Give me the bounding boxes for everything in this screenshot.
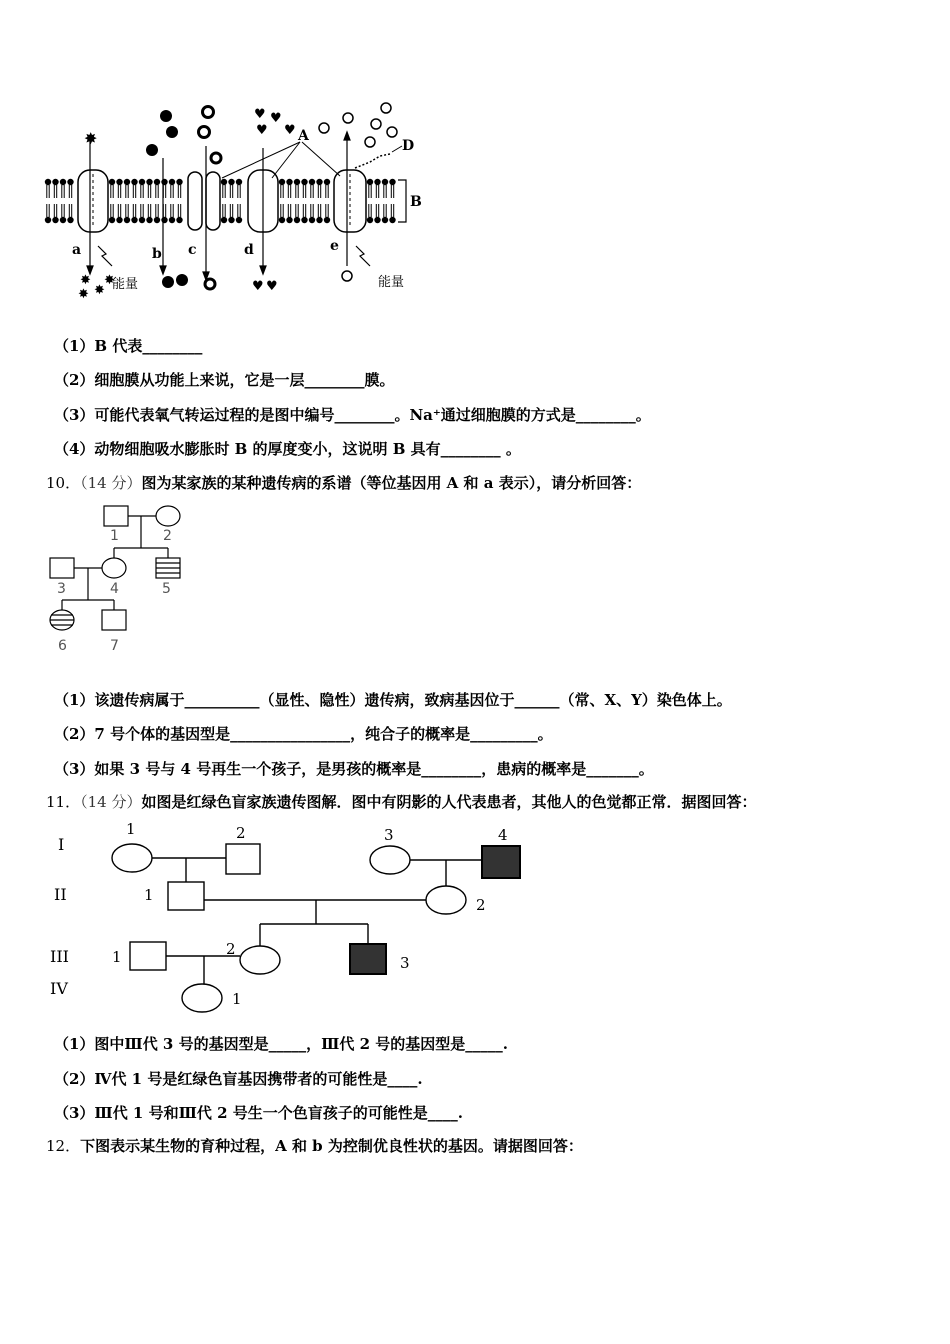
svg-text:♥: ♥ [254, 107, 266, 122]
q11-stem: 如图是红绿色盲家族遗传图解．图中有阴影的人代表患者，其他人的色觉都正常．据图回答： [141, 793, 757, 811]
g1-ind-4-affected [482, 846, 520, 878]
g3-ind-1 [130, 942, 166, 970]
g3-ind-2 [240, 946, 280, 974]
ped10-label-2: 2 [163, 528, 172, 544]
svg-text:♥: ♥ [256, 123, 268, 138]
q10-stem: 图为某家族的某种遗传病的系谱（等位基因用 A 和 a 表示），请分析回答： [141, 474, 642, 492]
label-a: a [72, 242, 82, 258]
svg-text:✸: ✸ [84, 129, 98, 148]
q11-score: （14 分） [80, 793, 142, 811]
ped10-label-5: 5 [162, 581, 171, 597]
cell-membrane-figure [40, 98, 440, 303]
q11-number: 11． [46, 793, 81, 811]
ind-4 [102, 558, 126, 578]
gen-label-2: II [54, 885, 67, 904]
ind-2 [156, 506, 180, 526]
g1-label-2: 2 [236, 824, 246, 842]
g2-ind-1 [168, 882, 204, 910]
g1-ind-2 [226, 844, 260, 874]
label-d: D [402, 138, 415, 154]
q11-sub1: （1）图中Ⅲ代 3 号的基因型是_____，Ⅲ代 2 号的基因型是_____. [54, 1035, 508, 1053]
q11-sub3: （3）Ⅲ代 1 号和Ⅲ代 2 号生一个色盲孩子的可能性是____. [54, 1104, 463, 1122]
carrier-protein-c1 [188, 172, 202, 230]
label-d-lower: d [244, 242, 254, 258]
q12-heading [46, 1136, 583, 1156]
gen-label-3: III [50, 947, 69, 966]
svg-text:♥: ♥ [252, 279, 264, 294]
svg-text:♥: ♥ [266, 279, 278, 294]
svg-text:✸: ✸ [104, 273, 115, 288]
gen-label-4: IV [50, 979, 68, 998]
g2-label-2: 2 [476, 896, 486, 914]
q9-sub1: （1）B 代表________ [54, 337, 203, 355]
svg-text:✸: ✸ [94, 283, 105, 298]
ind-1 [104, 506, 128, 526]
q10-sub3: （3）如果 3 号与 4 号再生一个孩子，是男孩的概率是________，患病的概率是_______。 [54, 760, 654, 778]
ind-5 [156, 558, 180, 578]
ped10-label-3: 3 [57, 581, 66, 597]
svg-text:♥: ♥ [270, 111, 282, 126]
gen-label-1: I [58, 835, 65, 854]
q10-heading [46, 473, 641, 493]
label-e: e [330, 238, 339, 254]
q9-sub3: （3）可能代表氧气转运过程的是图中编号________。Na⁺通过细胞膜的方式是________。 [54, 406, 651, 424]
q9-sub2: （2）细胞膜从功能上来说，它是一层________膜。 [54, 371, 395, 389]
g1-label-3: 3 [384, 826, 394, 844]
ped10-label-1: 1 [110, 528, 119, 544]
q12-stem: 下图表示某生物的育种过程，A 和 b 为控制优良性状的基因。请据图回答： [80, 1137, 583, 1155]
bracket-b [398, 180, 406, 222]
g3-label-2: 2 [226, 940, 236, 958]
ped10-label-4: 4 [110, 581, 119, 597]
q11-sub2: （2）Ⅳ代 1 号是红绿色盲基因携带者的可能性是____. [54, 1070, 423, 1088]
ind-6 [50, 610, 74, 630]
g1-label-4: 4 [498, 826, 508, 844]
q10-sub2: （2）7 号个体的基因型是________________，纯合子的概率是_________。 [54, 725, 553, 743]
g4-ind-1 [182, 984, 222, 1012]
g3-label-1: 1 [112, 948, 122, 966]
pedigree-q10 [44, 500, 204, 660]
q12-number: 12． [46, 1137, 81, 1155]
svg-text:♥: ♥ [284, 123, 296, 138]
g4-label-1: 1 [232, 990, 242, 1008]
label-c: c [188, 242, 197, 258]
q10-score: （14 分） [80, 474, 142, 492]
g1-ind-3 [370, 846, 410, 874]
label-b: B [410, 194, 422, 210]
g2-ind-2 [426, 886, 466, 914]
g3-ind-3-affected [350, 944, 386, 974]
g2-label-1: 1 [144, 886, 154, 904]
g1-ind-1 [112, 844, 152, 872]
carrier-protein-c2 [206, 172, 220, 230]
g1-label-1: 1 [126, 820, 136, 838]
ind-7 [102, 610, 126, 630]
q10-sub1: （1）该遗传病属于__________（显性、隐性）遗传病，致病基因位于______（常、X、Y）染色体上。 [54, 691, 732, 709]
energy-label-left: 能量 [112, 277, 139, 292]
q9-sub4: （4）动物细胞吸水膨胀时 B 的厚度变小，这说明 B 具有________ 。 [54, 440, 521, 458]
q11-heading [46, 792, 756, 812]
pedigree-q11 [44, 820, 544, 1020]
g3-label-3: 3 [400, 954, 410, 972]
energy-label-right: 能量 [378, 275, 405, 290]
ind-3 [50, 558, 74, 578]
label-a-upper: A [298, 128, 309, 144]
svg-text:✸: ✸ [78, 287, 89, 302]
ped10-label-7: 7 [110, 638, 119, 654]
ped10-label-6: 6 [58, 638, 67, 654]
label-b-lower: b [152, 246, 162, 262]
svg-text:✸: ✸ [80, 273, 91, 288]
q10-number: 10． [46, 474, 81, 492]
